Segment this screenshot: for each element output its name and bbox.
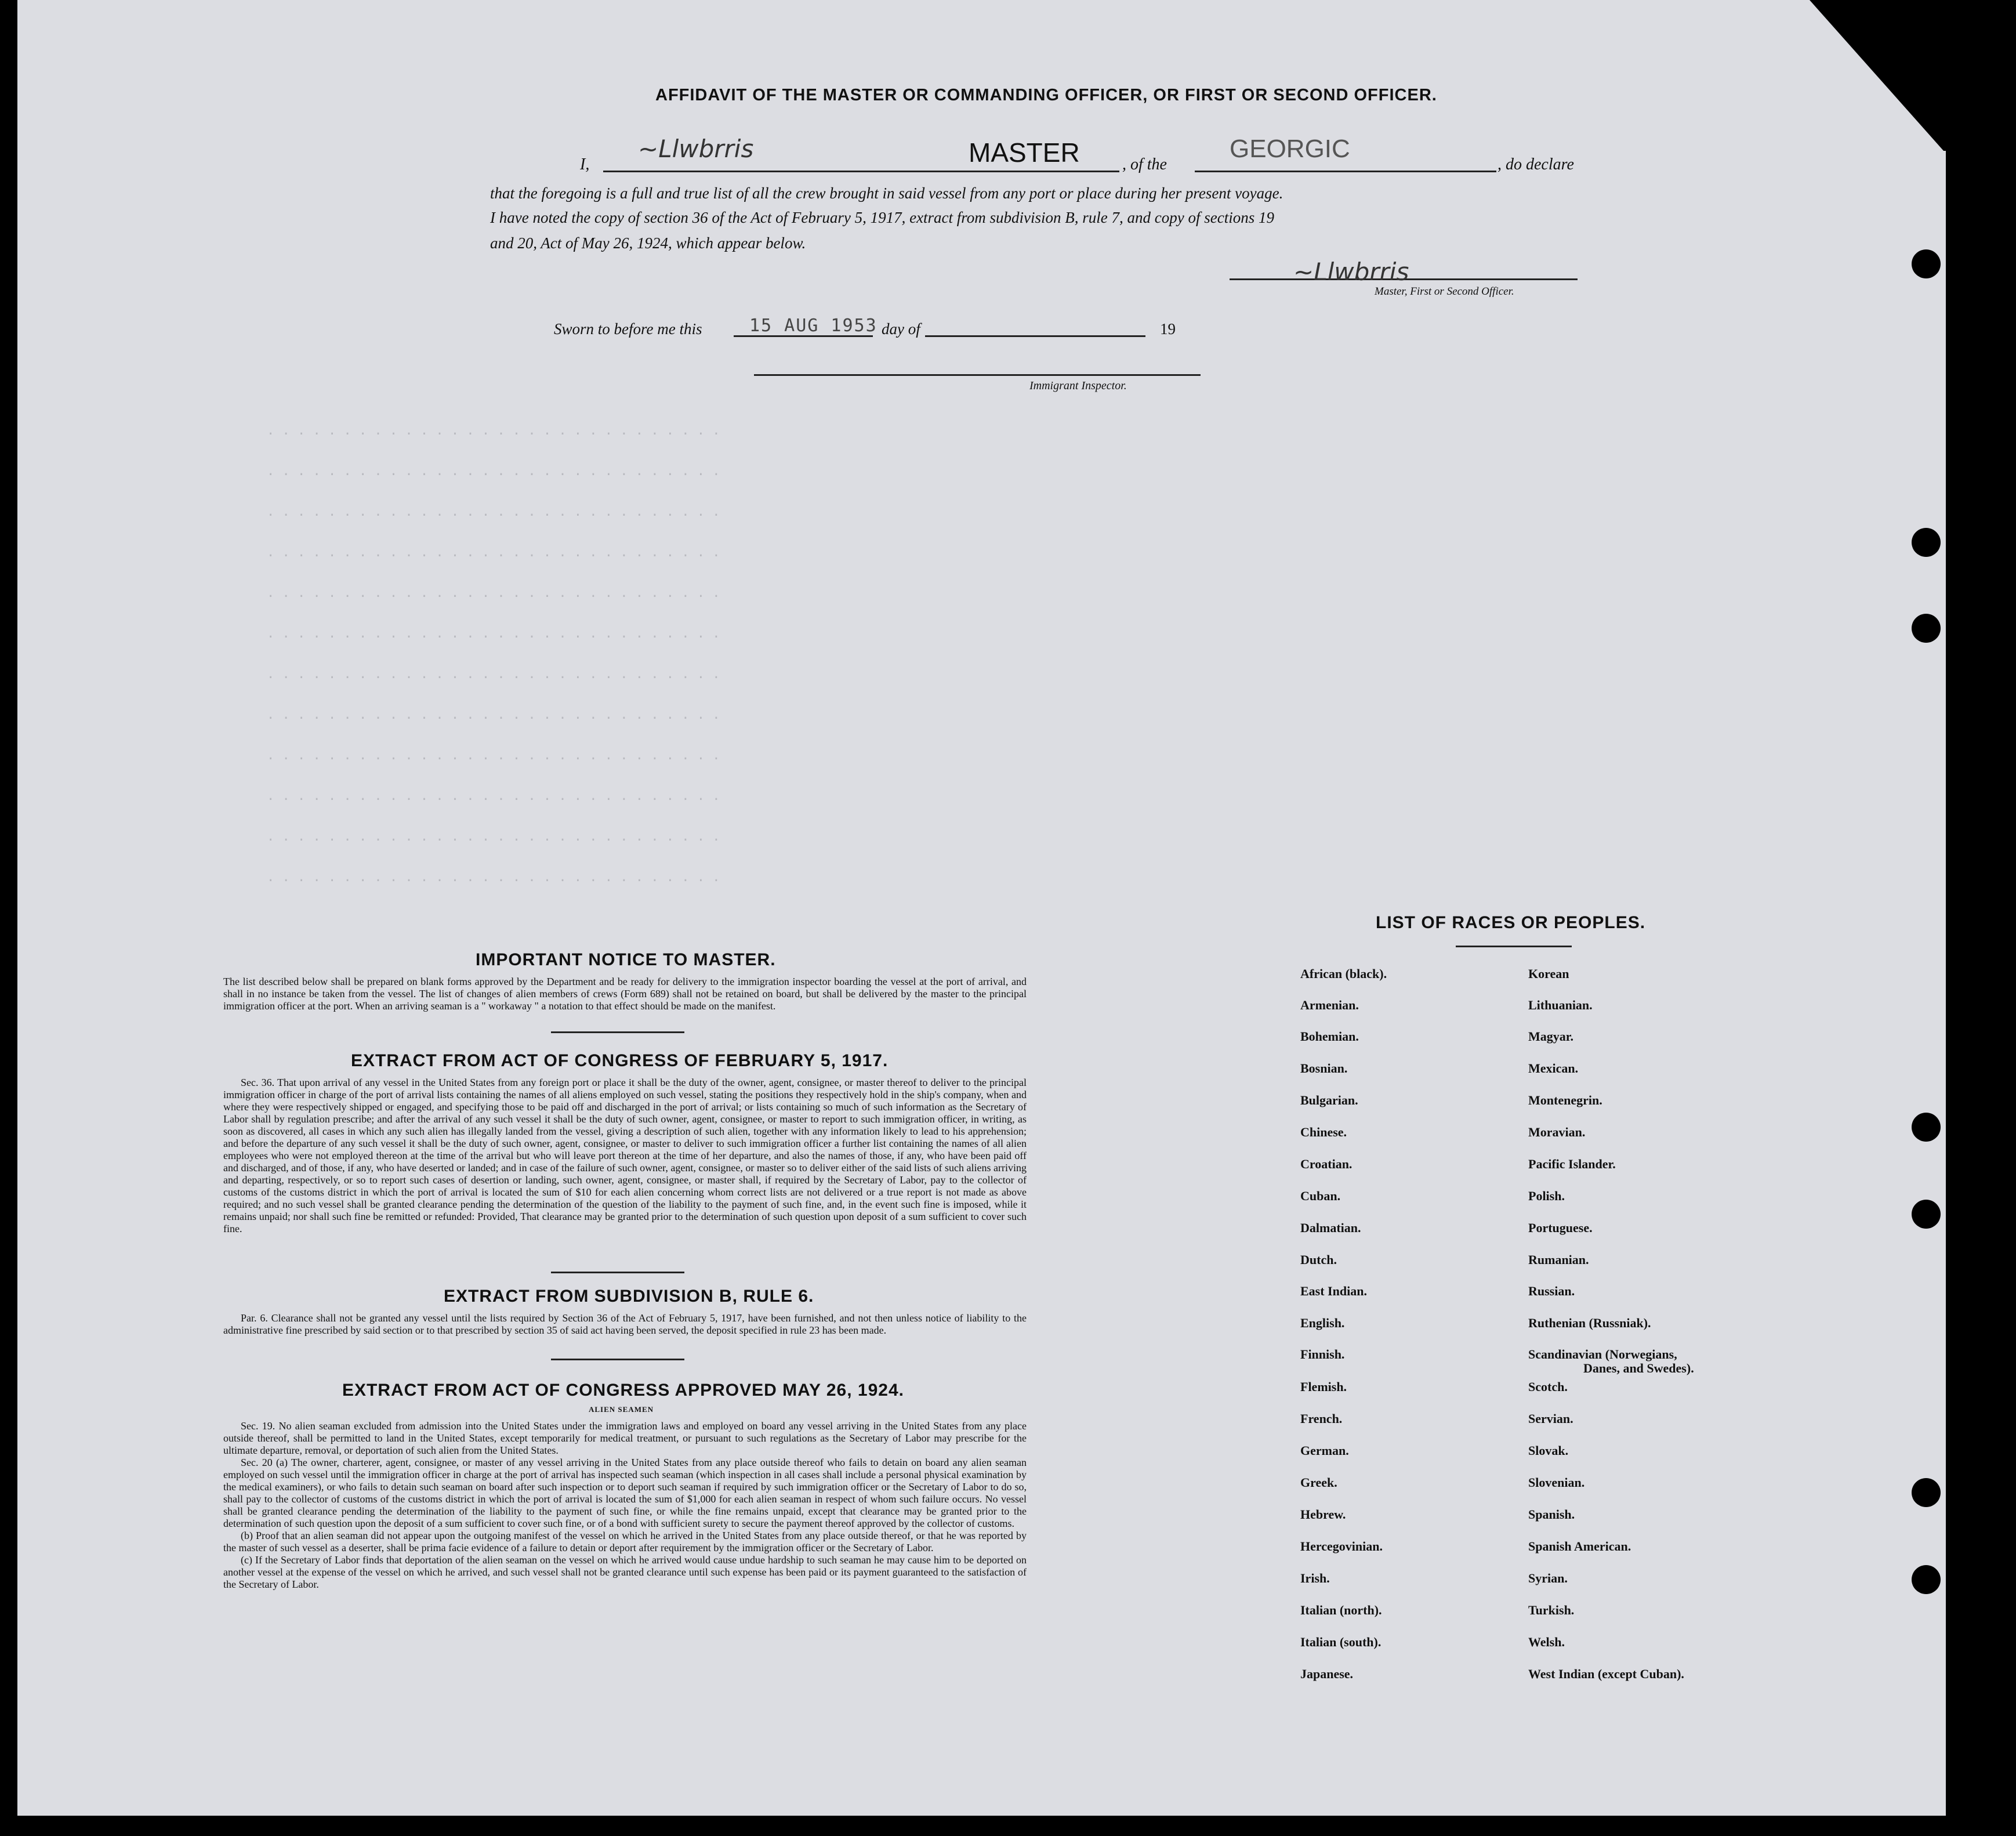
notice-text: The list described below shall be prepared on blank forms approved by the Department and be ready for delivery to the immigration inspector boarding the vessel at the port of arrival, and shall in no instance be taken from the vessel. The list of changes of alien members of crews (Form 689) shall not be retained on board, but shall be delivered by the master to the principal immigration officer at the port. When an arriving seaman is a " workaway " a notation to that effect should be made on the manifest.	[223, 976, 1027, 1012]
punch-hole	[1912, 528, 1941, 557]
punch-hole	[1912, 1113, 1941, 1142]
race-item: Dutch.	[1300, 1252, 1337, 1267]
race-item: Moravian.	[1528, 1125, 1586, 1139]
punch-hole	[1912, 1478, 1941, 1507]
race-item: Pacific Islander.	[1528, 1157, 1616, 1171]
affidavit-line-1: that the foregoing is a full and true list of all the crew brought in said vessel from any port or place during her present voyage.	[490, 184, 1283, 202]
race-item: Japanese.	[1300, 1667, 1354, 1681]
race-item: Rumanian.	[1528, 1252, 1589, 1267]
race-item: Portuguese.	[1528, 1221, 1593, 1235]
rank-underline	[957, 171, 1119, 172]
race-item: Lithuanian.	[1528, 998, 1593, 1012]
declarant-signature: ~Llwbrris	[638, 135, 754, 163]
affidavit-line-2: I have noted the copy of section 36 of the Act of February 5, 1917, extract from subdivision B, rule 7, and copy of sections 19	[490, 209, 1274, 226]
extract-1917-text: Sec. 36. That upon arrival of any vessel in the United States from any foreign port or place it shall be the duty of the owner, agent, consignee, or master thereof to deliver to the principal immigration officer in charge of the port of arrival lists containing the names of all aliens employed on such vessel, stating the positions they respectively hold in the ship's company, when and where they were respectively shipped or engaged, and specifying those to be paid off and discharged in the port of arrival; or lists containing so much of such information as the Secretary of Labor shall by regulation prescribe; and after the arrival of any such vessel it shall be the duty of such owner, agent, consignee, or master to report to such immigration officer, in writing, as soon as discovered, all cases in which any such alien has illegally landed from the vessel, giving a description of such alien, together with any information likely to lead to his apprehension; and before the departure of any such vessel it shall be the duty of such owner, agent, consignee, or master to deliver to such immigration officer a further list containing the names of all alien employees who were not employed thereon at the time of the arrival but who will leave port thereon at the time of her departure, and also the names of those, if any, who have been paid off and discharged, and of those, if any, who have deserted or landed; and in case of the failure of such owner, agent, consignee, or master so to deliver either of the said lists of such aliens arriving and departing, respectively, or so to report such cases of desertion or landing, such owner, agent, consignee, or master shall, if required by the Secretary of Labor, pay to the collector of customs of the customs district in which the port of arrival is located the sum of $10 for each alien concerning whom correct lists are not delivered or a true report is not made as above required; and no such vessel shall be granted clearance pending the determination of the question of the liability to the payment of such fine, and, in the event such fine is imposed, while it remains unpaid; nor shall such fine be remitted or refunded: Provided, That clearance may be granted prior to the determination of such question upon deposit of a sum sufficient to cover such fine.	[223, 1077, 1027, 1234]
race-item: Magyar.	[1528, 1029, 1574, 1044]
race-item: Italian (south).	[1300, 1635, 1382, 1649]
race-item: German.	[1300, 1443, 1349, 1458]
punch-hole	[1912, 249, 1941, 278]
year-label: 19	[1160, 320, 1176, 338]
punch-hole	[1912, 1200, 1941, 1229]
extract-rule6-heading: EXTRACT FROM SUBDIVISION B, RULE 6.	[444, 1287, 814, 1306]
race-item: Syrian.	[1528, 1571, 1568, 1585]
race-item: Polish.	[1528, 1189, 1565, 1203]
vessel-name: GEORGIC	[1230, 135, 1350, 163]
race-item: Chinese.	[1300, 1125, 1347, 1139]
race-item: Ruthenian (Russniak).	[1528, 1316, 1651, 1330]
race-item: Hercegovinian.	[1300, 1539, 1383, 1553]
race-item: Spanish American.	[1528, 1539, 1631, 1553]
section-20a: Sec. 20 (a) The owner, charterer, agent, consignee, or master of any vessel arriving in the United States from any place outside thereof who fails to detain on board any alien seaman employed on such vessel until the immigration officer in charge at the port of arrival has inspected such seaman (which inspection in all cases shall include a personal physical examination by the medical examiners), or who fails to detain such seaman on board after such inspection or to deport such seaman if required by such immigration officer or the Secretary of Labor to do so, shall pay to the collector of customs of the customs district in which the port of arrival is located the sum of $1,000 for each alien seaman in respect of whom such failure occurs. No vessel shall be granted clearance pending the determination of the liability to the payment of such fine, or while the fine remains unpaid, except that clearance may be granted prior to the determination of such question upon the deposit of a sum sufficient to cover such fine, or of a bond with sufficient surety to secure the payment thereof approved by the collector of customs.	[223, 1457, 1027, 1529]
divider	[551, 1359, 684, 1360]
race-item: Hebrew.	[1300, 1507, 1346, 1522]
section-19: Sec. 19. No alien seaman excluded from admission into the United States under the immigration laws and employed on board any vessel arriving in the United States from any place outside thereof, shall be permitted to land in the United States, except temporarily for medical treatment, or pursuant to such regulations as the Secretary of Labor may prescribe for the ultimate departure, removal, or deportation of such alien from the United States.	[223, 1420, 1027, 1456]
race-item: French.	[1300, 1411, 1343, 1426]
declarant-name-field	[603, 171, 969, 172]
race-item: Croatian.	[1300, 1157, 1353, 1171]
of-the-label: , of the	[1122, 155, 1167, 173]
officer-signature-caption: Master, First or Second Officer.	[1375, 285, 1514, 298]
race-item: Russian.	[1528, 1284, 1575, 1298]
race-item: Scotch.	[1528, 1379, 1568, 1394]
races-heading: LIST OF RACES OR PEOPLES.	[1376, 913, 1646, 932]
race-item: Slovak.	[1528, 1443, 1569, 1458]
races-heading-rule	[1456, 946, 1572, 947]
race-item: Irish.	[1300, 1571, 1330, 1585]
race-item: Bohemian.	[1300, 1029, 1359, 1044]
notice-heading: IMPORTANT NOTICE TO MASTER.	[476, 950, 776, 969]
declarant-label: I,	[580, 155, 590, 173]
extract-1924-heading: EXTRACT FROM ACT OF CONGRESS APPROVED MAY 26, 1924.	[342, 1381, 904, 1400]
race-item: Slovenian.	[1528, 1475, 1585, 1490]
punch-hole	[1912, 614, 1941, 643]
section-20c: (c) If the Secretary of Labor finds that deportation of the alien seaman on the vessel on which he arrived would cause undue hardship to such seaman he may cause him to be deported on another vessel at the expense of the vessel on which he arrived, and such vessel shall not be granted clearance until such expense has been paid or its payment guaranteed to the satisfaction of the Secretary of Labor.	[223, 1554, 1027, 1590]
race-item: Bosnian.	[1300, 1061, 1348, 1075]
race-item: Armenian.	[1300, 998, 1359, 1012]
race-item: Servian.	[1528, 1411, 1573, 1426]
race-item: Flemish.	[1300, 1379, 1347, 1394]
race-item: Spanish.	[1528, 1507, 1575, 1522]
race-item: West Indian (except Cuban).	[1528, 1667, 1684, 1681]
extract-rule6-text: Par. 6. Clearance shall not be granted any vessel until the lists required by Section 36 of the Act of February 5, 1917, have been furnished, and not then unless notice of liability to the administrative fine prescribed by said section or to that prescribed by section 35 of said act having been served, the deposit specified in rule 23 has been made.	[223, 1312, 1027, 1336]
extract-1924-text	[223, 1420, 1027, 1591]
month-line	[925, 335, 1145, 337]
race-item: English.	[1300, 1316, 1345, 1330]
race-item-continuation: Danes, and Swedes).	[1583, 1361, 1694, 1375]
race-item: Dalmatian.	[1300, 1221, 1361, 1235]
race-item: Mexican.	[1528, 1061, 1579, 1075]
race-item: Greek.	[1300, 1475, 1337, 1490]
inspector-caption: Immigrant Inspector.	[1029, 379, 1127, 392]
punch-hole	[1912, 1565, 1941, 1594]
race-item: Finnish.	[1300, 1347, 1345, 1361]
race-item: Turkish.	[1528, 1603, 1575, 1617]
divider	[551, 1272, 684, 1273]
inspector-signature-line	[754, 374, 1201, 376]
race-item: Cuban.	[1300, 1189, 1341, 1203]
extract-1924-subheading: ALIEN SEAMEN	[589, 1405, 654, 1414]
rank-field: MASTER	[969, 137, 1080, 168]
vessel-underline	[1195, 171, 1496, 172]
race-item: Montenegrin.	[1528, 1093, 1602, 1107]
extract-1917-heading: EXTRACT FROM ACT OF CONGRESS OF FEBRUARY 5, 1917.	[351, 1051, 889, 1070]
day-of-label: day of	[882, 320, 920, 338]
affidavit-line-3: and 20, Act of May 26, 1924, which appear below.	[490, 234, 806, 252]
race-item: Welsh.	[1528, 1635, 1565, 1649]
race-item: Bulgarian.	[1300, 1093, 1358, 1107]
race-item: Korean	[1528, 966, 1569, 981]
race-item: African (black).	[1300, 966, 1387, 981]
officer-signature: ~Llwbrris	[1293, 258, 1409, 286]
race-item: East Indian.	[1300, 1284, 1367, 1298]
sworn-date-stamp: 15 AUG 1953	[749, 316, 878, 336]
sworn-label: Sworn to before me this	[554, 320, 702, 338]
do-declare-label: , do declare	[1498, 155, 1574, 173]
section-20b: (b) Proof that an alien seaman did not appear upon the outgoing manifest of the vessel on which he arrived in the United States from any place outside thereof, or that he was reported by the master of such vessel as a deserter, shall be prima facie evidence of a failure to detain or deport after requirement by the immigration officer or the Secretary of Labor.	[223, 1530, 1027, 1553]
race-item: Italian (north).	[1300, 1603, 1382, 1617]
race-item: Scandinavian (Norwegians,	[1528, 1347, 1677, 1361]
affidavit-heading: AFFIDAVIT OF THE MASTER OR COMMANDING OFFICER, OR FIRST OR SECOND OFFICER.	[655, 86, 1437, 104]
divider	[551, 1031, 684, 1033]
